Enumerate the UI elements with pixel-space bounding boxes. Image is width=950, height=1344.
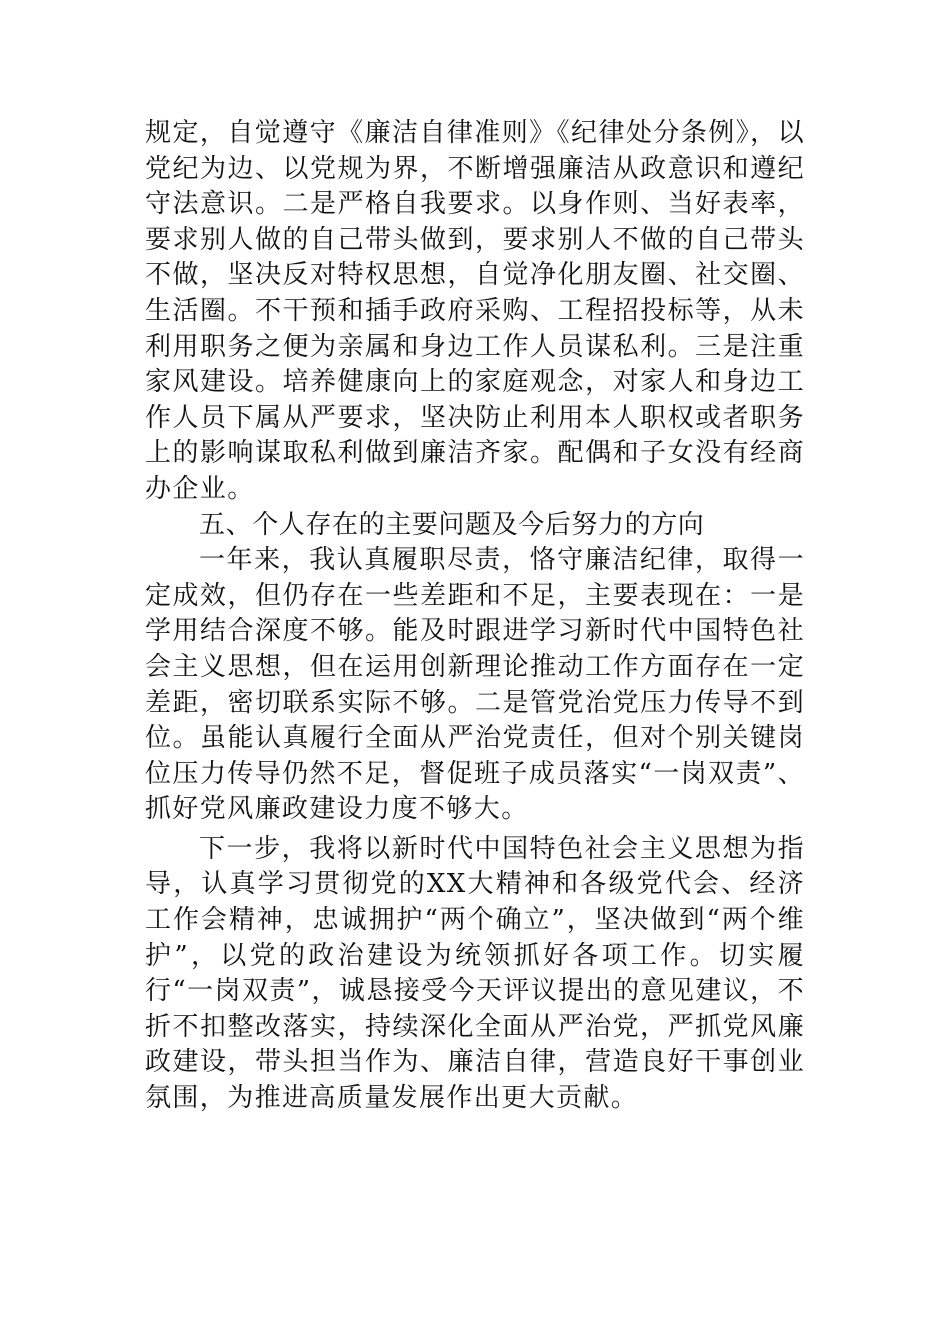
- paragraph-integrity-continued: 规定，自觉遵守《廉洁自律准则》《纪律处分条例》，以党纪为边、以党规为界，不断增强廉洁从政意识和遵纪守法意识。二是严格自我要求。以身作则、当好表率，要求别人做的自己带头做到，要求别人不做的自己带头不做，坚决反对特权思想，自觉净化朋友圈、社交圈、生活圈。不干预和插手政府采购、工程招投标等，从未利用职务之便为亲属和身边工作人员谋私利。三是注重家风建设。培养健康向上的家庭观念，对家人和身边工作人员下属从严要求，坚决防止利用本人职权或者职务上的影响谋取私利做到廉洁齐家。配偶和子女没有经商办企业。: [145, 118, 805, 504]
- section-heading-problems-and-direction: 五、个人存在的主要问题及今后努力的方向: [199, 509, 705, 540]
- paragraph-main-problems: 一年来，我认真履职尽责，恪守廉洁纪律，取得一定成效，但仍存在一些差距和不足，主要表现在：一是学用结合深度不够。能及时跟进学习新时代中国特色社会主义思想，但在运用创新理论推动工作方面存在一定差距，密切联系实际不够。二是管党治党压力传导不到位。虽能认真履行全面从严治党责任，但对个别关键岗位压力传导仍然不足，督促班子成员落实“一岗双责”、抓好党风廉政建设力度不够大。: [145, 545, 805, 825]
- document-body: [145, 116, 805, 1117]
- paragraph-next-steps: 下一步，我将以新时代中国特色社会主义思想为指导，认真学习贯彻党的XX大精神和各级党代会、经济工作会精神，忠诚拥护“两个确立”，坚决做到“两个维护”，以党的政治建设为统领抓好各项工作。切实履行“一岗双责”，诚恳接受今天评议提出的意见建议，不折不扣整改落实，持续深化全面从严治党，严抓党风廉政建设，带头担当作为、廉洁自律，营造良好干事创业氛围，为推进高质量发展作出更大贡献。: [145, 833, 805, 1114]
